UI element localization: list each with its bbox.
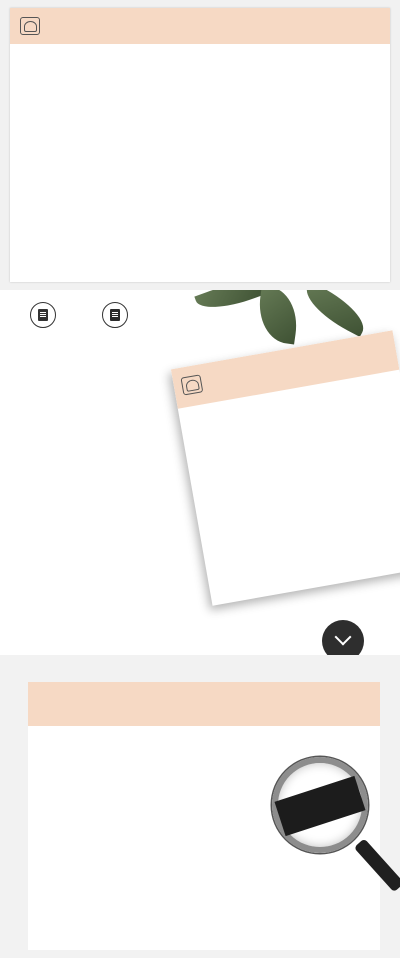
zoom-detail-section xyxy=(0,655,400,958)
leaf-decoration xyxy=(194,290,267,317)
calendar-sheet xyxy=(10,8,390,282)
caregiver-logo-icon xyxy=(20,17,40,35)
scroll-down-button[interactable] xyxy=(322,620,364,655)
calendar-preview-section xyxy=(0,0,400,290)
caregiver-logo-icon xyxy=(180,374,203,395)
tilted-calendar-preview xyxy=(171,330,400,605)
calendar-header xyxy=(10,8,390,44)
leaf-decoration xyxy=(298,290,372,337)
google-sheets-icon xyxy=(38,309,48,321)
zoomed-header xyxy=(28,682,380,726)
leaf-decoration xyxy=(254,290,301,345)
ms-excel-badge xyxy=(102,302,128,328)
google-sheets-badge xyxy=(30,302,56,328)
hero-section xyxy=(0,290,400,655)
ms-excel-icon xyxy=(110,309,120,321)
weekday-header xyxy=(10,44,390,50)
